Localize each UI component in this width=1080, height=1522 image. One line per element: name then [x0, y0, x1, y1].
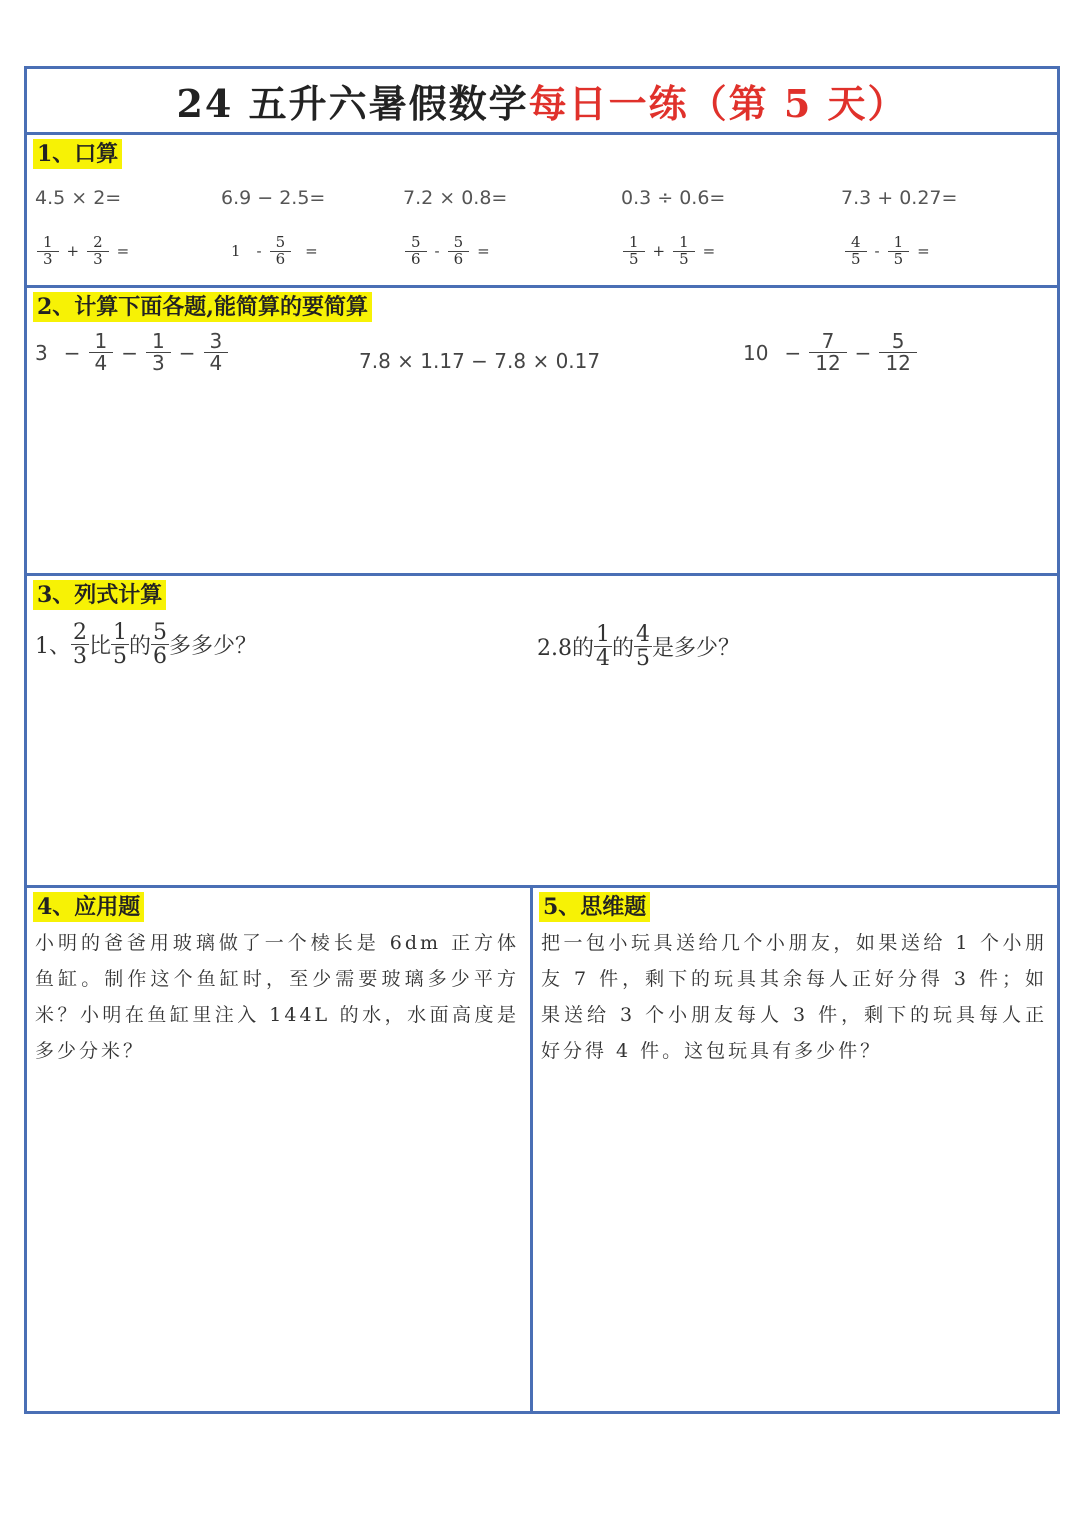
page-title: [27, 75, 1057, 133]
section-5-heading: 5、思维题: [539, 892, 650, 922]
mental-calc-fraction-item: $\frac{1}{5}$ + $\frac{1}{5}$ =: [623, 235, 723, 268]
word-calc-1: 1、 $\frac{2}{3}$ 比 $\frac{1}{5}$ 的 $\frac{5}{6}$ 多多少？: [35, 620, 258, 670]
title-highlight: 每日一练（第 5 天）: [528, 81, 908, 126]
section-4-heading: 4、应用题: [33, 892, 144, 922]
calc-problem-1: 3 − $\frac{1}{4}$ − $\frac{1}{3}$ − $\frac{3}{4}$: [33, 331, 228, 374]
calc-problem-2: 7.8 × 1.17 − 7.8 × 0.17: [359, 349, 601, 373]
mental-calc-fraction-item: $\frac{5}{6}$ - $\frac{5}{6}$ =: [405, 235, 498, 268]
section-1-heading: 1、口算: [33, 139, 122, 169]
mental-calc-fraction-item: $\frac{4}{5}$ - $\frac{1}{5}$ =: [845, 235, 938, 268]
section-3-heading: 3、列式计算: [33, 580, 166, 610]
mental-calc-item: 7.2 × 0.8=: [403, 187, 508, 209]
divider: [27, 885, 1057, 888]
thinking-problem-text: 把一包小玩具送给几个小朋友，如果送给 1 个小朋友 7 件，剩下的玩具其余每人正好分得 3 件；如果送给 3 个小朋友每人 3 件，剩下的玩具每人正好分得 4 件。这包玩具有多少件？: [541, 932, 1047, 1062]
divider: [27, 132, 1057, 135]
title-main: 24 五升六暑假数学: [176, 81, 529, 126]
column-divider: [530, 885, 533, 1411]
worksheet: [24, 66, 1060, 1414]
mental-calc-item: 4.5 × 2=: [35, 187, 122, 209]
mental-calc-item: 6.9 − 2.5=: [221, 187, 326, 209]
mental-calc-item: 7.3 + 0.27=: [841, 187, 958, 209]
mental-calc-fraction-item: $\frac{1}{3}$ + $\frac{2}{3}$ =: [37, 235, 137, 268]
divider: [27, 285, 1057, 288]
application-problem-text: 小明的爸爸用玻璃做了一个棱长是 6dm 正方体鱼缸。制作这个鱼缸时，至少需要玻璃多少平方米？小明在鱼缸里注入 144L 的水，水面高度是多少分米？: [35, 932, 519, 1062]
word-calc-2: 2.8的 $\frac{1}{4}$ 的 $\frac{4}{5}$ 是多少？: [537, 622, 741, 672]
mental-calc-item: 0.3 ÷ 0.6=: [621, 187, 726, 209]
section-2-heading: 2、计算下面各题,能简算的要简算: [33, 292, 372, 322]
mental-calc-fraction-item: 1 - $\frac{5}{6}$ =: [231, 233, 318, 268]
divider: [27, 573, 1057, 576]
calc-problem-3: 10 − $\frac{7}{12}$ − $\frac{5}{12}$: [735, 331, 917, 374]
